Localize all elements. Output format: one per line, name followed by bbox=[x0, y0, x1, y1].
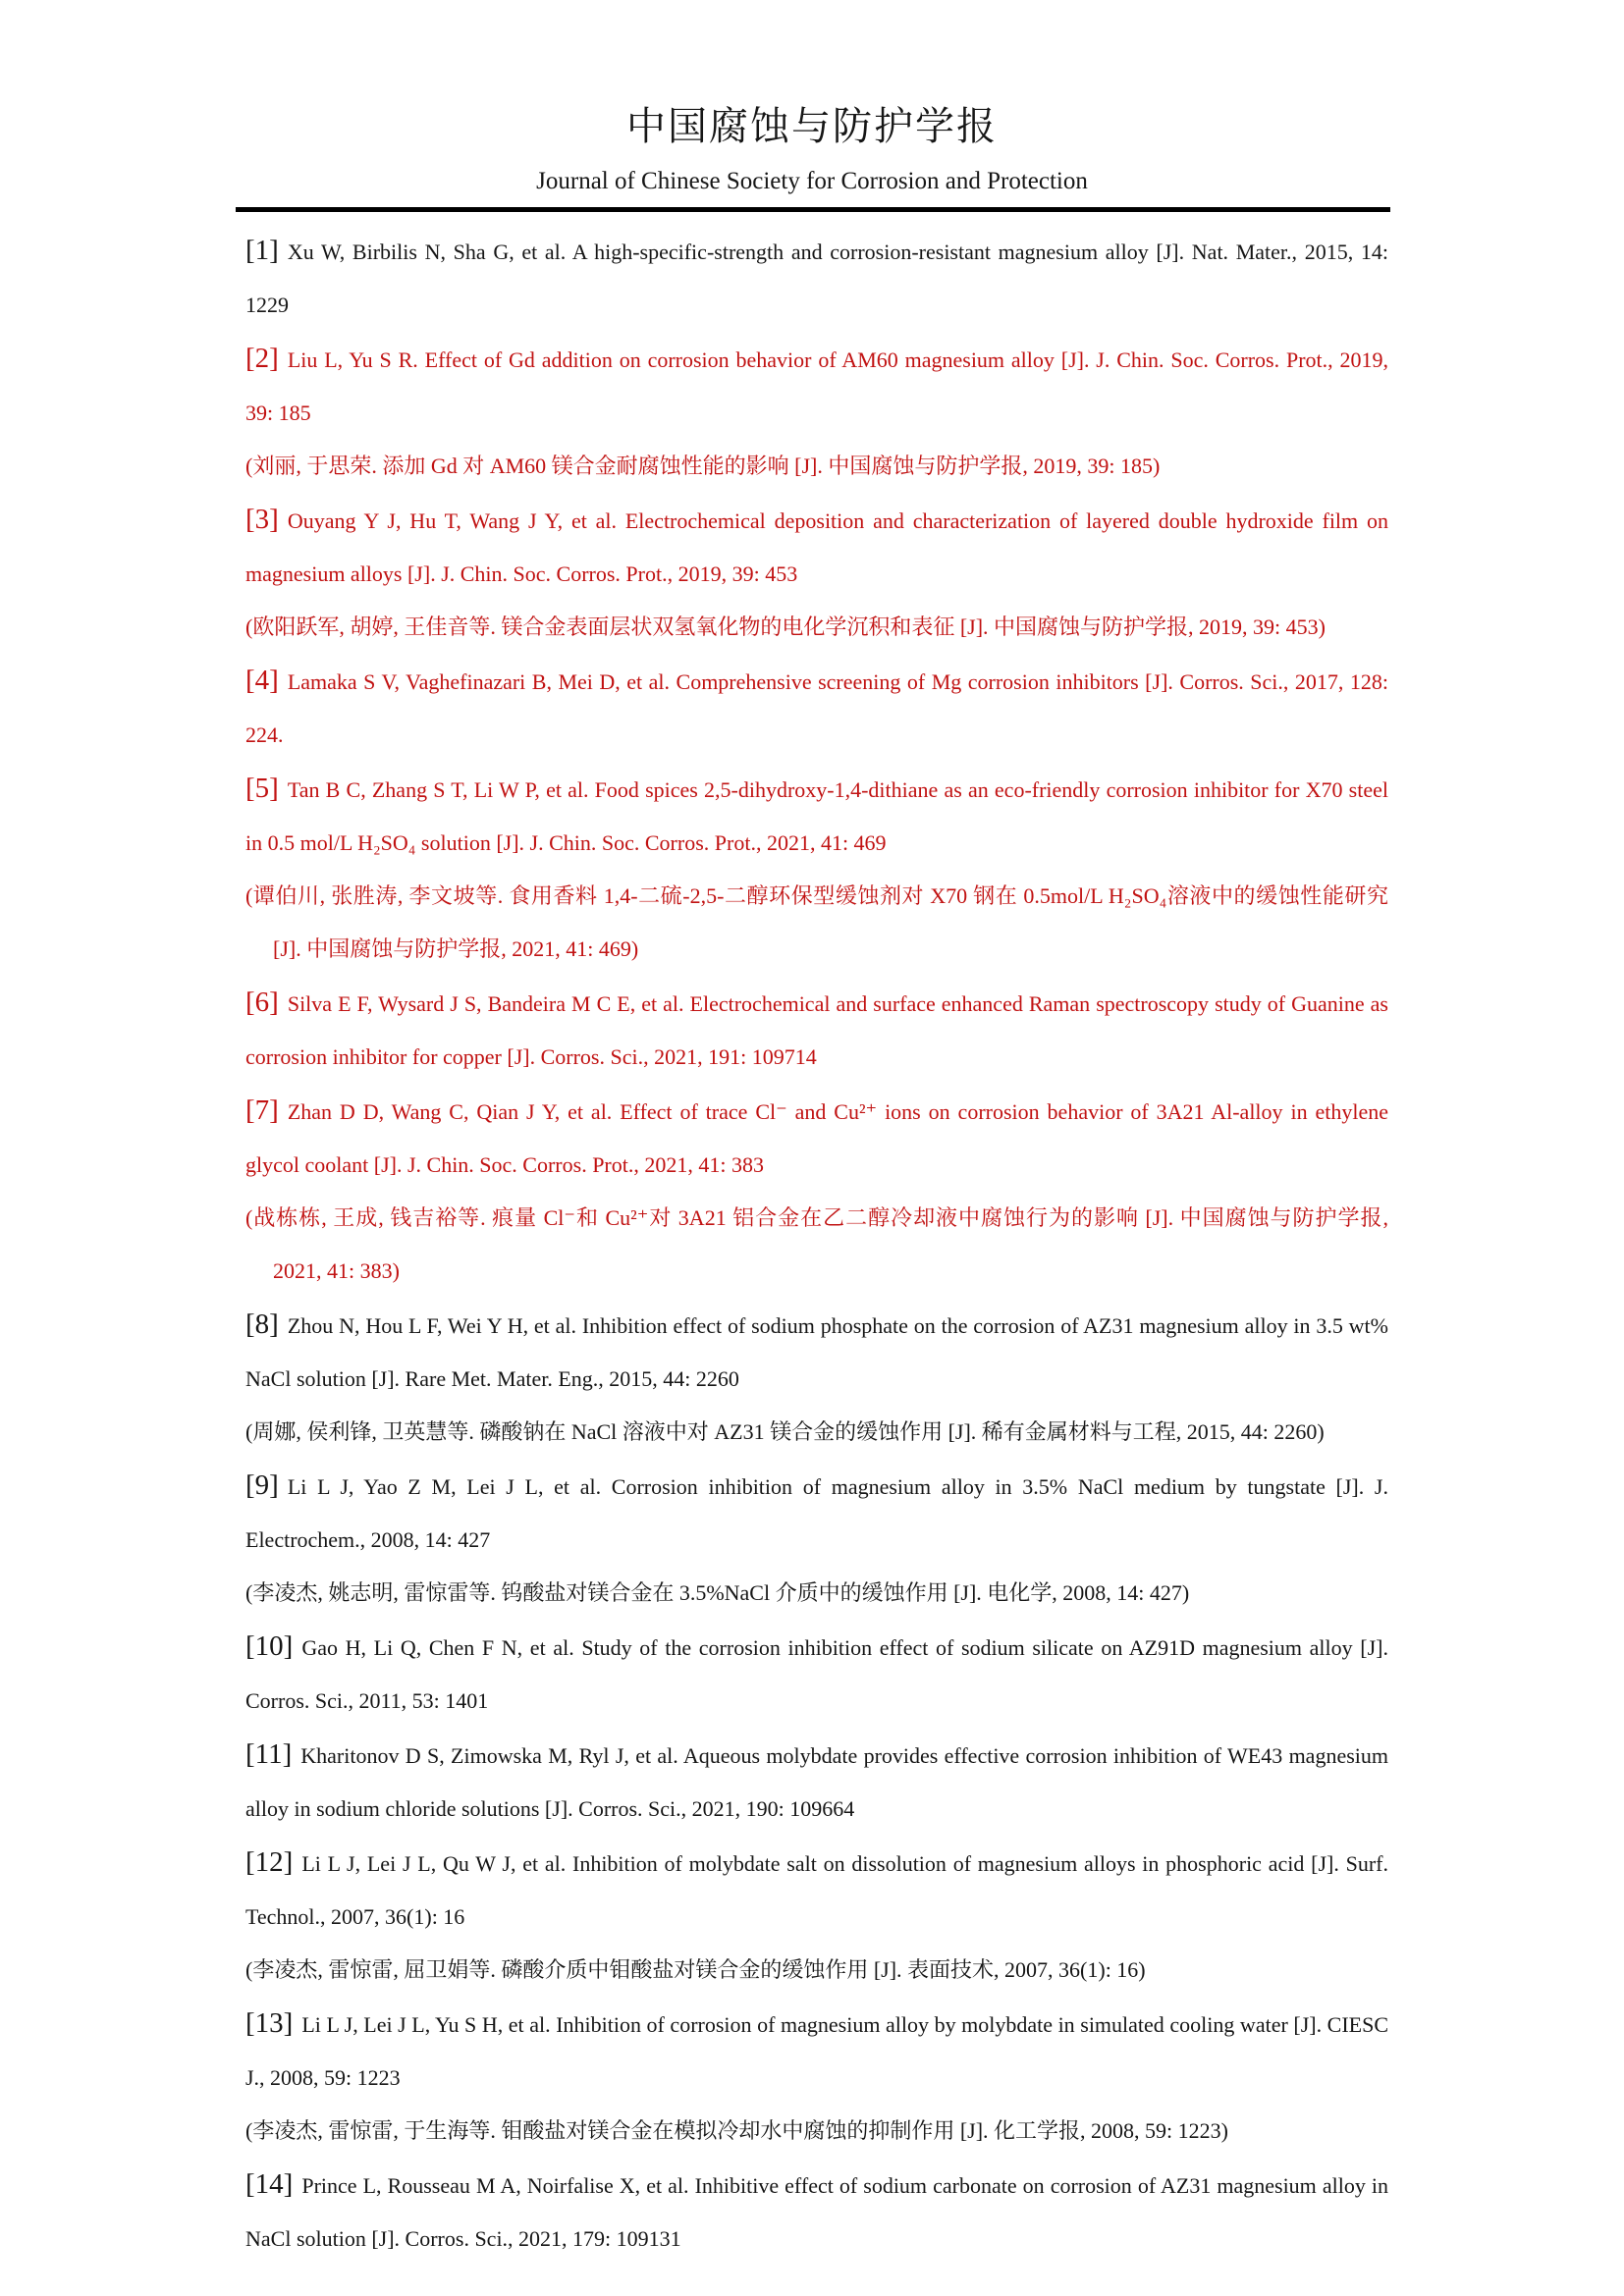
reference-7 bbox=[245, 1084, 1388, 1192]
reference-8-number: [8] bbox=[245, 1308, 279, 1340]
reference-6-number: [6] bbox=[245, 987, 279, 1018]
reference-11 bbox=[245, 1728, 1388, 1836]
reference-6 bbox=[245, 976, 1388, 1084]
reference-4-text: Lamaka S V, Vaghefinazari B, Mei D, et al. Comprehensive screening of Mg corrosion inhibitors [J]. Corros. Sci., 2017, 128: 224. bbox=[245, 669, 1388, 747]
reference-13-text: Li L J, Lei J L, Yu S H, et al. Inhibition of corrosion of magnesium alloy by molybdate in simulated cooling water [J]. CIESC J., 2008, 59: 1223 bbox=[245, 2012, 1388, 2090]
header-divider bbox=[236, 207, 1390, 212]
reference-1 bbox=[245, 224, 1388, 332]
reference-1-number: [1] bbox=[245, 235, 279, 266]
reference-2-chinese: (刘丽, 于思荣. 添加 Gd 对 AM60 镁合金耐腐蚀性能的影响 [J]. 中国腐蚀与防护学报, 2019, 39: 185) bbox=[245, 454, 1161, 478]
reference-1-text: Xu W, Birbilis N, Sha G, et al. A high-specific-strength and corrosion-resistant magnesium alloy [J]. Nat. Mater., 2015, 14: 1229 bbox=[245, 240, 1388, 317]
reference-11-number: [11] bbox=[245, 1738, 293, 1770]
reference-9-number: [9] bbox=[245, 1469, 279, 1501]
journal-title-chinese: 中国腐蚀与防护学报 bbox=[626, 104, 998, 148]
reference-3-number: [3] bbox=[245, 504, 279, 535]
reference-10 bbox=[245, 1620, 1388, 1728]
reference-14-text: Prince L, Rousseau M A, Noirfalise X, et al. Inhibitive effect of sodium carbonate on corrosion of AZ31 magnesium alloy in NaCl solution [J]. Corros. Sci., 2021, 179: 109131 bbox=[245, 2173, 1388, 2251]
reference-5-number: [5] bbox=[245, 773, 279, 804]
reference-7-number: [7] bbox=[245, 1095, 279, 1126]
reference-9-chinese: (李凌杰, 姚志明, 雷惊雷等. 钨酸盐对镁合金在 3.5%NaCl 介质中的缓蚀作用 [J]. 电化学, 2008, 14: 427) bbox=[245, 1580, 1190, 1605]
journal-title-english: Journal of Chinese Society for Corrosion and Protection bbox=[536, 168, 1088, 194]
reference-13-number: [13] bbox=[245, 2007, 294, 2039]
page-header bbox=[0, 0, 1624, 196]
reference-5-chinese: (谭伯川, 张胜涛, 李文坡等. 食用香料 1,4-二硫-2,5-二醇环保型缓蚀剂对 X70 钢在 0.5mol/L H₂SO₄溶液中的缓蚀性能研究 [J]. 中国腐蚀与防护学报, 2021, 41: 469) bbox=[245, 883, 1388, 961]
reference-8-chinese: (周娜, 侯利锋, 卫英慧等. 磷酸钠在 NaCl 溶液中对 AZ31 镁合金的缓蚀作用 [J]. 稀有金属材料与工程, 2015, 44: 2260) bbox=[245, 1419, 1325, 1444]
reference-10-number: [10] bbox=[245, 1630, 294, 1662]
reference-3-text: Ouyang Y J, Hu T, Wang J Y, et al. Electrochemical deposition and characterization of layered double hydroxide film on magnesium alloys [J]. J. Chin. Soc. Corros. Prot., 2019, 39: 453 bbox=[245, 508, 1388, 586]
reference-14-number: [14] bbox=[245, 2168, 294, 2200]
reference-11-text: Kharitonov D S, Zimowska M, Ryl J, et al. Aqueous molybdate provides effective corrosion inhibition of WE43 magnesium alloy in sodium chloride solutions [J]. Corros. Sci., 2021, 190: 109664 bbox=[245, 1743, 1388, 1821]
reference-10-text: Gao H, Li Q, Chen F N, et al. Study of the corrosion inhibition effect of sodium silicate on AZ91D magnesium alloy [J]. Corros. Sci., 2011, 53: 1401 bbox=[245, 1635, 1388, 1713]
reference-8 bbox=[245, 1298, 1388, 1406]
reference-list bbox=[245, 224, 1388, 2266]
reference-3-chinese: (欧阳跃军, 胡婷, 王佳音等. 镁合金表面层状双氢氧化物的电化学沉积和表征 [J]. 中国腐蚀与防护学报, 2019, 39: 453) bbox=[245, 614, 1326, 639]
reference-4 bbox=[245, 654, 1388, 762]
reference-6-text: Silva E F, Wysard J S, Bandeira M C E, et al. Electrochemical and surface enhanced Raman spectroscopy study of Guanine as corrosion inhibitor for copper [J]. Corros. Sci., 2021, 191: 109714 bbox=[245, 991, 1388, 1069]
reference-4-number: [4] bbox=[245, 665, 279, 696]
reference-3 bbox=[245, 493, 1388, 601]
reference-12-text: Li L J, Lei J L, Qu W J, et al. Inhibition of molybdate salt on dissolution of magnesium alloys in phosphoric acid [J]. Surf. Technol., 2007, 36(1): 16 bbox=[245, 1851, 1388, 1929]
reference-14 bbox=[245, 2158, 1388, 2266]
reference-8-text: Zhou N, Hou L F, Wei Y H, et al. Inhibition effect of sodium phosphate on the corrosion of AZ31 magnesium alloy in 3.5 wt% NaCl solution [J]. Rare Met. Mater. Eng., 2015, 44: 2260 bbox=[245, 1313, 1388, 1391]
reference-2-number: [2] bbox=[245, 343, 279, 374]
reference-7-chinese: (战栋栋, 王成, 钱吉裕等. 痕量 Cl⁻和 Cu²⁺对 3A21 铝合金在乙二醇冷却液中腐蚀行为的影响 [J]. 中国腐蚀与防护学报, 2021, 41: 383) bbox=[245, 1205, 1388, 1283]
reference-12-number: [12] bbox=[245, 1846, 294, 1878]
reference-12 bbox=[245, 1836, 1388, 1944]
reference-12-chinese: (李凌杰, 雷惊雷, 屈卫娟等. 磷酸介质中钼酸盐对镁合金的缓蚀作用 [J]. 表面技术, 2007, 36(1): 16) bbox=[245, 1957, 1146, 1982]
reference-5 bbox=[245, 762, 1388, 870]
reference-2 bbox=[245, 332, 1388, 440]
reference-7-text: Zhan D D, Wang C, Qian J Y, et al. Effect of trace Cl⁻ and Cu²⁺ ions on corrosion behavior of 3A21 Al-alloy in ethylene glycol coolant [J]. J. Chin. Soc. Corros. Prot., 2021, 41: 383 bbox=[245, 1099, 1388, 1177]
reference-9 bbox=[245, 1459, 1388, 1567]
reference-9-text: Li L J, Yao Z M, Lei J L, et al. Corrosion inhibition of magnesium alloy in 3.5% NaCl medium by tungstate [J]. J. Electrochem., 2008, 14: 427 bbox=[245, 1474, 1388, 1552]
reference-13 bbox=[245, 1997, 1388, 2105]
reference-5-text: Tan B C, Zhang S T, Li W P, et al. Food spices 2,5-dihydroxy-1,4-dithiane as an eco-friendly corrosion inhibitor for X70 steel in 0.5 mol/L H₂SO₄ solution [J]. J. Chin. Soc. Corros. Prot., 2021, 41: 469 bbox=[245, 777, 1388, 855]
reference-2-text: Liu L, Yu S R. Effect of Gd addition on corrosion behavior of AM60 magnesium alloy [J]. J. Chin. Soc. Corros. Prot., 2019, 39: 185 bbox=[245, 347, 1388, 425]
reference-13-chinese: (李凌杰, 雷惊雷, 于生海等. 钼酸盐对镁合金在模拟冷却水中腐蚀的抑制作用 [J]. 化工学报, 2008, 59: 1223) bbox=[245, 2118, 1228, 2143]
